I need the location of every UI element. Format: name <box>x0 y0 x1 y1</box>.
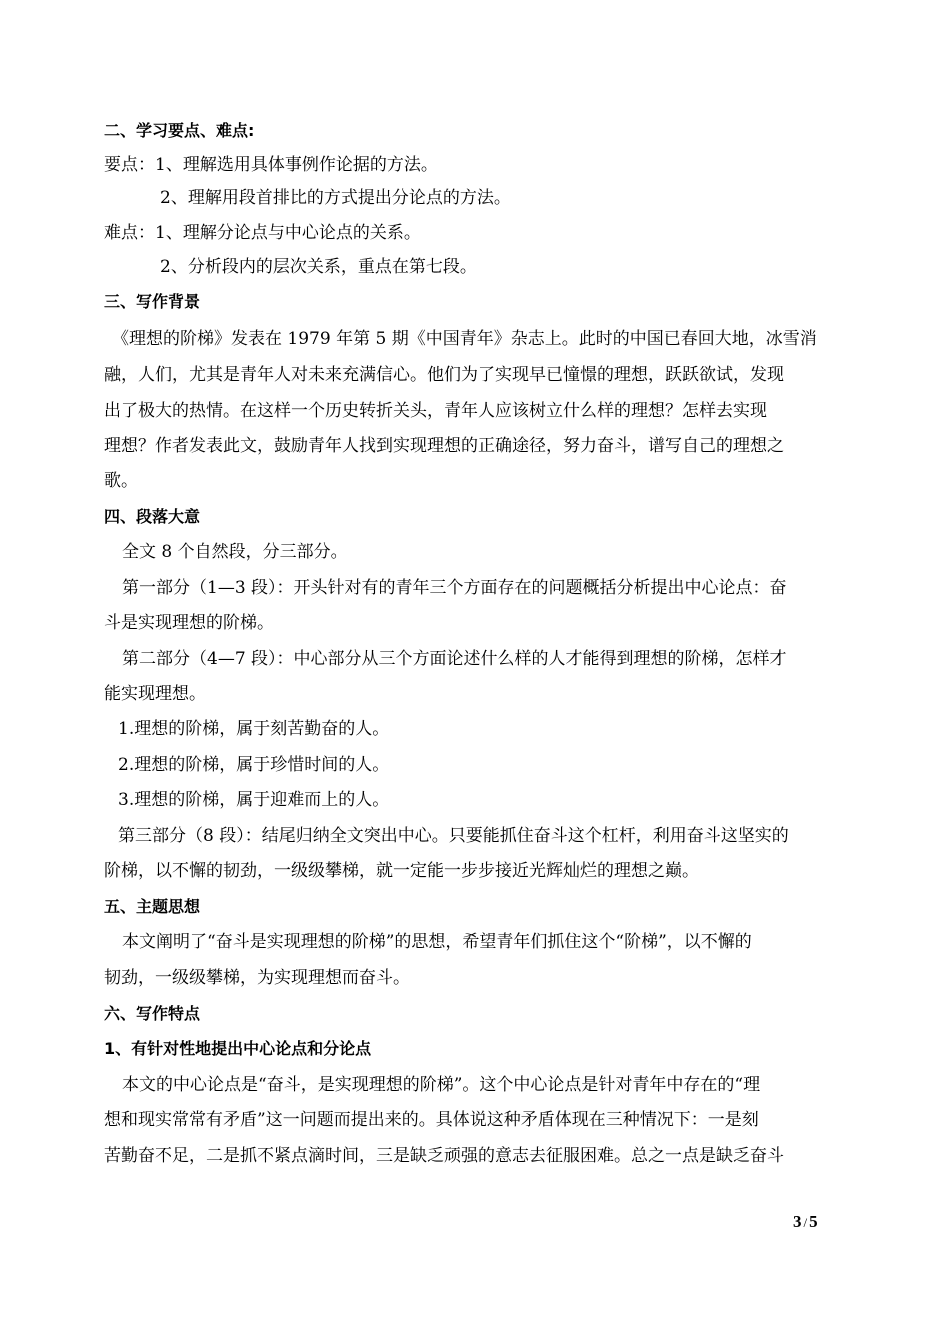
text-line: 斗是实现理想的阶梯。 <box>104 613 274 633</box>
list-item: 2.理想的阶梯，属于珍惜时间的人。 <box>118 755 390 775</box>
text-line: 难点：1、理解分论点与中心论点的关系。 <box>104 223 421 243</box>
list-item: 1.理想的阶梯，属于刻苦勤奋的人。 <box>118 719 390 739</box>
text-line: 理想？作者发表此文，鼓励青年人找到实现理想的正确途径，努力奋斗，谱写自己的理想之 <box>104 436 784 456</box>
text-line: 出了极大的热情。在这样一个历史转折关头，青年人应该树立什么样的理想？怎样去实现 <box>104 401 767 421</box>
text-line: 全文 8 个自然段，分三部分。 <box>122 542 348 562</box>
text-line: 《理想的阶梯》发表在 1979 年第 5 期《中国青年》杂志上。此时的中国已春回大地，冰雪消 <box>112 329 817 349</box>
page-current: 3 <box>793 1212 802 1231</box>
text-line: 要点：1、理解选用具体事例作论据的方法。 <box>104 155 438 175</box>
text-line: 韧劲，一级级攀梯，为实现理想而奋斗。 <box>104 968 410 988</box>
text-line: 本文的中心论点是“奋斗，是实现理想的阶梯”。这个中心论点是针对青年中存在的“理 <box>122 1075 761 1095</box>
section-heading: 三、写作背景 <box>104 292 201 311</box>
section-heading: 四、段落大意 <box>104 507 201 526</box>
section-heading: 五、主题思想 <box>104 897 201 916</box>
text-line: 融，人们，尤其是青年人对未来充满信心。他们为了实现早已憧憬的理想，跃跃欲试，发现 <box>104 365 784 385</box>
text-line: 能实现理想。 <box>104 684 206 704</box>
page-number <box>793 1212 818 1232</box>
section-heading: 二、学习要点、难点: <box>104 121 255 140</box>
text-line: 歌。 <box>104 471 138 491</box>
subsection-heading: 1、有针对性地提出中心论点和分论点 <box>104 1039 372 1058</box>
list-item: 3.理想的阶梯，属于迎难而上的人。 <box>118 790 390 810</box>
text-line: 2、理解用段首排比的方式提出分论点的方法。 <box>160 188 511 208</box>
text-line: 阶梯，以不懈的韧劲，一级级攀梯，就一定能一步步接近光辉灿烂的理想之巅。 <box>104 861 699 881</box>
text-line: 想和现实常常有矛盾”这一问题而提出来的。具体说这种矛盾体现在三种情况下：一是刻 <box>104 1110 759 1130</box>
text-line: 本文阐明了“奋斗是实现理想的阶梯”的思想，希望青年们抓住这个“阶梯”，以不懈的 <box>122 932 752 952</box>
text-line: 第一部分（1—3 段）：开头针对有的青年三个方面存在的问题概括分析提出中心论点：奋 <box>122 578 787 598</box>
page-separator: / <box>803 1215 808 1230</box>
text-line: 第三部分（8 段）：结尾归纳全文突出中心。只要能抓住奋斗这个杠杆，利用奋斗这坚实的 <box>118 826 789 846</box>
page-total: 5 <box>809 1212 818 1231</box>
text-line: 苦勤奋不足，二是抓不紧点滴时间，三是缺乏顽强的意志去征服困难。总之一点是缺乏奋斗 <box>104 1146 784 1166</box>
text-line: 2、分析段内的层次关系，重点在第七段。 <box>160 257 477 277</box>
section-heading: 六、写作特点 <box>104 1004 201 1023</box>
text-line: 第二部分（4—7 段）：中心部分从三个方面论述什么样的人才能得到理想的阶梯，怎样才 <box>122 649 787 669</box>
